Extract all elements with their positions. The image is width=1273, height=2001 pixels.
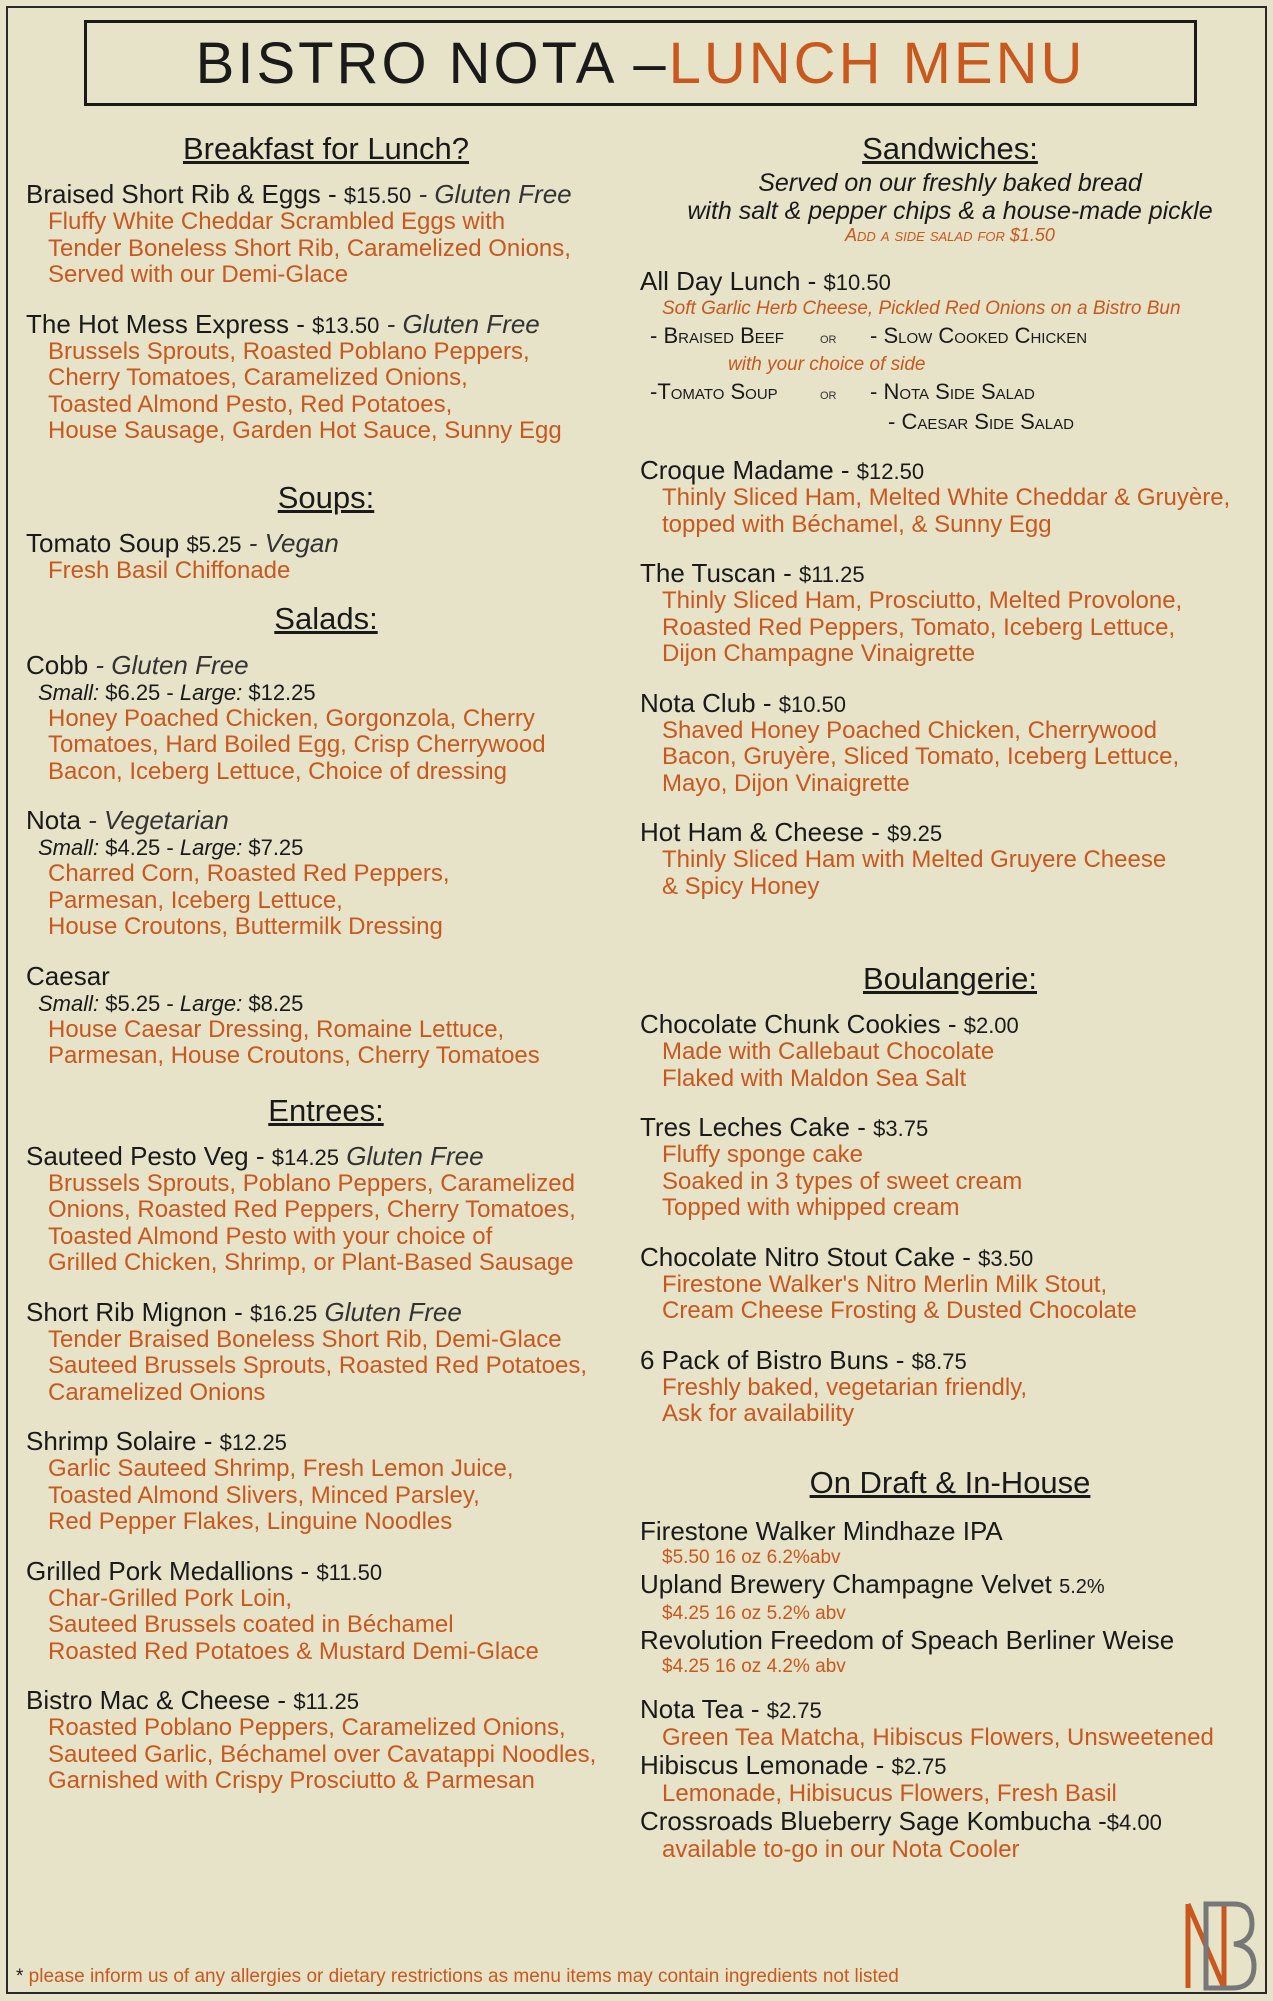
item-name: Sauteed Pesto Veg - (26, 1140, 272, 1171)
description-line: Made with Callebaut Chocolate (662, 1038, 995, 1066)
item-name: The Hot Mess Express - (26, 308, 313, 339)
sandwich-items (640, 457, 1260, 900)
bistro-nota-logo-icon (1178, 1896, 1258, 1996)
item-price: $2.00 (963, 1013, 1019, 1039)
item-description (26, 1327, 626, 1407)
menu-item (26, 649, 626, 786)
item-description (26, 558, 626, 585)
drink-heading (640, 1626, 1260, 1655)
description-line: Roasted Red Peppers, Tomato, Iceberg Lettuce, (662, 613, 1176, 641)
description-line: Brussels Sprouts, Roasted Poblano Peppers, (48, 337, 530, 365)
description-line: Shaved Honey Poached Chicken, Cherrywood (662, 716, 1157, 744)
drink-heading (640, 1807, 1260, 1837)
description-line: Tender Boneless Short Rib, Caramelized Onions, (48, 234, 571, 262)
drink-name: Revolution Freedom of Speach Berliner Weise (640, 1625, 1175, 1656)
description-line: Thinly Sliced Ham, Melted White Cheddar & Gruyère, (662, 484, 1231, 512)
item-price: $12.50 (856, 459, 925, 485)
menu-item (640, 1114, 1260, 1222)
description-line: Parmesan, House Croutons, Cherry Tomatoes (48, 1042, 540, 1070)
menu-item (26, 807, 626, 941)
size-price-small: $5.25 - (99, 990, 180, 1016)
item-name: Tomato Soup (26, 527, 187, 558)
item-heading (26, 1296, 626, 1327)
menu-item (26, 1296, 626, 1407)
left-column (26, 130, 626, 1817)
item-heading (26, 1428, 626, 1456)
description-line: Fluffy sponge cake (662, 1141, 864, 1169)
description-line: Fluffy White Cheddar Scrambled Eggs with (48, 208, 506, 236)
description-line: Garnished with Crispy Prosciutto & Parmesan (48, 1767, 535, 1795)
section-title-breakfast: Breakfast for Lunch? (182, 131, 470, 166)
item-heading (640, 560, 1260, 588)
item-heading (26, 181, 626, 209)
description-line: Fresh Basil Chiffonade (48, 556, 291, 584)
item-price: $14.25 (271, 1144, 340, 1170)
description-line: Brussels Sprouts, Poblano Peppers, Caramelized (48, 1169, 575, 1197)
item-description (26, 1586, 626, 1666)
item-description (26, 1456, 626, 1536)
size-price-small: $4.25 - (99, 835, 180, 861)
item-price: $9.25 (887, 821, 943, 847)
section-title-sandwiches: Sandwiches: (862, 131, 1038, 166)
item-name: Cobb (26, 649, 89, 680)
drink-details: $5.50 16 oz 6.2%abv (662, 1547, 841, 1569)
section-title-draft: On Draft & In-House (809, 1464, 1091, 1500)
house-drink-item (640, 1807, 1260, 1863)
footnote-text: please inform us of any allergies or dietary restrictions as menu items may contain ingredients not listed (23, 1966, 899, 1987)
drink-abv: 5.2% (1059, 1576, 1105, 1599)
description-line: Toasted Almond Pesto with your choice of (48, 1222, 493, 1250)
drink-heading (640, 1517, 1260, 1546)
menu-item (640, 819, 1260, 900)
item-price: $5.25 (186, 531, 242, 557)
size-price-large: $12.25 (242, 679, 316, 705)
item-price: $11.25 (798, 562, 865, 588)
menu-item (26, 527, 626, 585)
item-name: Nota (26, 805, 81, 836)
item-heading (26, 527, 626, 558)
menu-item (26, 960, 626, 1070)
item-description (26, 1171, 626, 1277)
item-heading (26, 1687, 626, 1715)
drink-name: Crossroads Blueberry Sage Kombucha - (640, 1806, 1107, 1837)
description-line: Served with our Demi-Glace (48, 261, 349, 289)
item-price: $15.50 (343, 183, 412, 209)
drink-details: $4.25 16 oz 5.2% abv (662, 1603, 846, 1625)
house-drink-items (640, 1695, 1260, 1863)
item-price: $8.75 (911, 1348, 967, 1374)
size-label-large: Large: (179, 679, 243, 705)
choice-note: with your choice of side (728, 354, 926, 376)
diet-tag: Gluten Free (317, 1296, 462, 1327)
menu-item (640, 457, 1260, 538)
drink-name: Firestone Walker Mindhaze IPA (640, 1516, 1003, 1547)
item-name: Braised Short Rib & Eggs - (26, 179, 344, 210)
menu-item (640, 560, 1260, 668)
drink-description: Lemonade, Hibisucus Flowers, Fresh Basil (662, 1780, 1117, 1808)
description-line: Cream Cheese Frosting & Dusted Chocolate (662, 1297, 1137, 1325)
item-name: Caesar (26, 960, 110, 991)
item-description (640, 1039, 1260, 1092)
item-description (640, 588, 1260, 668)
item-description (26, 209, 626, 289)
salads-items (26, 649, 626, 1070)
diet-tag: - Vegan (241, 527, 339, 558)
item-price: $3.75 (873, 1116, 929, 1142)
description-line: Flaked with Maldon Sea Salt (662, 1064, 967, 1092)
section-title-soups: Soups: (277, 479, 375, 515)
drink-price: $2.75 (766, 1698, 822, 1724)
description-line: Roasted Poblano Peppers, Caramelized Onions, (48, 1714, 566, 1742)
item-name: Bistro Mac & Cheese - (26, 1685, 294, 1716)
description-line: House Croutons, Buttermilk Dressing (48, 913, 443, 941)
item-description (26, 1715, 626, 1795)
description-line: Onions, Roasted Red Peppers, Cherry Tomatoes, (48, 1196, 576, 1224)
item-heading (26, 807, 626, 834)
description-line: Thinly Sliced Ham with Melted Gruyere Cheese (662, 846, 1167, 874)
beer-item (640, 1570, 1260, 1626)
size-prices (26, 679, 626, 706)
description-line: Toasted Almond Slivers, Minced Parsley, (48, 1481, 480, 1509)
item-price: $10.50 (823, 270, 891, 296)
description-line: Parmesan, Iceberg Lettuce, (48, 886, 343, 914)
size-label-large: Large: (179, 835, 243, 861)
drink-heading (640, 1570, 1260, 1602)
or-label: or (820, 330, 837, 348)
description-line: Char-Grilled Pork Loin, (48, 1584, 293, 1612)
menu-item (640, 1344, 1260, 1428)
beer-item (640, 1626, 1260, 1679)
item-price: $10.50 (778, 691, 847, 717)
item-description (26, 706, 626, 786)
menu-item-all-day-lunch (640, 268, 1260, 435)
menu-item (26, 1555, 626, 1666)
menu-item (26, 1428, 626, 1536)
description-line: Charred Corn, Roasted Red Peppers, (48, 860, 450, 888)
description-line: Thinly Sliced Ham, Prosciutto, Melted Provolone, (662, 587, 1183, 615)
size-prices (26, 990, 626, 1017)
description-line: Toasted Almond Pesto, Red Potatoes, (48, 390, 453, 418)
item-price: $12.25 (219, 1430, 287, 1456)
menu-item (26, 308, 626, 445)
description-line: Garlic Sauteed Shrimp, Fresh Lemon Juice, (48, 1455, 514, 1483)
size-label-small: Small: (38, 835, 100, 861)
drink-name: Nota Tea - (640, 1694, 767, 1725)
description-line: House Sausage, Garden Hot Sauce, Sunny Egg (48, 417, 562, 445)
description-line: Freshly baked, vegetarian friendly, (662, 1373, 1028, 1401)
item-heading (640, 687, 1260, 718)
section-title-entrees: Entrees: (268, 1092, 384, 1128)
menu-item (26, 1687, 626, 1795)
allergy-footnote (16, 1966, 899, 1988)
description-line: Red Pepper Flakes, Linguine Noodles (48, 1508, 453, 1536)
item-description (640, 485, 1260, 538)
option-slow-cooked-chicken: - Slow Cooked Chicken (870, 323, 1088, 349)
item-heading (26, 649, 626, 680)
item-heading (640, 1114, 1260, 1142)
description-line: Mayo, Dijon Vinaigrette (662, 769, 910, 797)
item-heading (640, 1011, 1260, 1039)
drink-heading (640, 1695, 1260, 1725)
boulangerie-items (640, 1011, 1260, 1428)
beer-item (640, 1517, 1260, 1570)
sandwich-subtitle-1: Served on our freshly baked bread (758, 169, 1142, 198)
item-name: Tres Leches Cake - (640, 1112, 874, 1143)
drink-name: Hibiscus Lemonade - (640, 1750, 892, 1781)
diet-tag: - Gluten Free (411, 179, 572, 210)
description-line: Soaked in 3 types of sweet cream (662, 1167, 1023, 1195)
right-column (640, 130, 1260, 1863)
item-description (640, 847, 1260, 900)
item-name: Nota Club - (640, 687, 779, 718)
item-heading (26, 1555, 626, 1586)
house-drink-item (640, 1751, 1260, 1807)
description-line: Bacon, Gruyère, Sliced Tomato, Iceberg Lettuce, (662, 743, 1180, 771)
menu-item (640, 687, 1260, 798)
menu-item (640, 1011, 1260, 1092)
item-price: $11.25 (293, 1689, 359, 1715)
size-prices (26, 834, 626, 861)
sandwich-subtitle-2: with salt & pepper chips & a house-made pickle (687, 197, 1213, 226)
item-price: $16.25 (249, 1300, 318, 1326)
drink-description: Green Tea Matcha, Hibiscus Flowers, Unsweetened (662, 1724, 1214, 1752)
item-description (640, 718, 1260, 798)
item-description (640, 1142, 1260, 1222)
description-line: Tender Braised Boneless Short Rib, Demi-Glace (48, 1325, 562, 1353)
menu-item (26, 181, 626, 289)
section-title-boulangerie: Boulangerie: (862, 961, 1038, 997)
item-heading (640, 819, 1260, 847)
description-line: & Spicy Honey (662, 872, 820, 900)
option-tomato-soup: -Tomato Soup (650, 379, 778, 405)
item-heading (26, 960, 626, 991)
option-caesar-side-salad: - Caesar Side Salad (888, 409, 1074, 435)
item-description (26, 339, 626, 445)
description-line: House Caesar Dressing, Romaine Lettuce, (48, 1015, 505, 1043)
diet-tag: - Gluten Free (88, 649, 249, 680)
diet-tag: - Gluten Free (379, 308, 540, 339)
description-line: Roasted Red Potatoes & Mustard Demi-Glace (48, 1637, 539, 1665)
house-drink-item (640, 1695, 1260, 1751)
description-line: Bacon, Iceberg Lettuce, Choice of dressing (48, 757, 507, 785)
description-line: Sauteed Garlic, Béchamel over Cavatappi Noodles, (48, 1740, 597, 1768)
size-label-small: Small: (38, 679, 100, 705)
menu-title (84, 20, 1197, 106)
description-line: topped with Béchamel, & Sunny Egg (662, 510, 1052, 538)
description-line: Cherry Tomatoes, Caramelized Onions, (48, 364, 468, 392)
drink-name: Upland Brewery Champagne Velvet (640, 1569, 1060, 1600)
item-description (640, 1375, 1260, 1428)
menu-item (640, 1241, 1260, 1325)
size-price-small: $6.25 - (99, 679, 180, 705)
description-line: Sauteed Brussels coated in Béchamel (48, 1611, 454, 1639)
item-price: $13.50 (312, 312, 380, 338)
menu-item (26, 1140, 626, 1277)
description-line: Tomatoes, Hard Boiled Egg, Crisp Cherrywood (48, 731, 546, 759)
option-braised-beef: - Braised Beef (650, 323, 784, 349)
item-price: $3.50 (978, 1245, 1034, 1271)
size-price-large: $8.25 (242, 990, 304, 1016)
item-name: Short Rib Mignon - (26, 1296, 250, 1327)
item-heading (640, 457, 1260, 485)
drink-price: $2.75 (891, 1754, 947, 1780)
item-price: $11.50 (316, 1559, 383, 1585)
item-description (26, 1017, 626, 1070)
drink-heading (640, 1751, 1260, 1781)
item-heading (640, 1241, 1260, 1272)
item-name: Croque Madame - (640, 455, 857, 486)
all-day-note: Soft Garlic Herb Cheese, Pickled Red Onions on a Bistro Bun (662, 298, 1181, 320)
item-description (26, 861, 626, 941)
item-description (640, 1272, 1260, 1325)
footnote-star: * (16, 1966, 24, 1987)
size-label-large: Large: (179, 990, 243, 1016)
diet-tag: Gluten Free (339, 1140, 484, 1171)
title-accent: LUNCH MENU (668, 30, 1086, 96)
size-label-small: Small: (38, 990, 100, 1016)
item-name: The Tuscan - (640, 558, 799, 589)
item-name: Chocolate Chunk Cookies - (640, 1009, 964, 1040)
item-name: All Day Lunch - (640, 266, 824, 297)
item-name: Chocolate Nitro Stout Cake - (640, 1241, 979, 1272)
drink-description: available to-go in our Nota Cooler (662, 1836, 1020, 1864)
entrees-items (26, 1140, 626, 1795)
or-label: or (820, 386, 837, 404)
size-price-large: $7.25 (242, 835, 304, 861)
description-line: Grilled Chicken, Shrimp, or Plant-Based Sausage (48, 1249, 574, 1277)
description-line: Sauteed Brussels Sprouts, Roasted Red Potatoes, (48, 1352, 587, 1380)
item-heading (640, 1344, 1260, 1375)
description-line: Topped with whipped cream (662, 1194, 960, 1222)
side-salad-note: Add a side salad for $1.50 (845, 225, 1055, 246)
description-line: Caramelized Onions (48, 1378, 266, 1406)
diet-tag: - Vegetarian (80, 805, 229, 836)
item-heading (26, 308, 626, 339)
item-name: 6 Pack of Bistro Buns - (640, 1344, 912, 1375)
section-title-salads: Salads: (274, 601, 378, 637)
item-name: Hot Ham & Cheese - (640, 817, 888, 848)
description-line: Dijon Champagne Vinaigrette (662, 640, 976, 668)
description-line: Honey Poached Chicken, Gorgonzola, Cherry (48, 704, 535, 732)
breakfast-items (26, 181, 626, 445)
beer-items (640, 1517, 1260, 1679)
description-line: Firestone Walker's Nitro Merlin Milk Stout, (662, 1270, 1108, 1298)
item-name: Shrimp Solaire - (26, 1426, 220, 1457)
description-line: Ask for availability (662, 1400, 855, 1428)
drink-details: $4.25 16 oz 4.2% abv (662, 1656, 846, 1678)
item-name: Grilled Pork Medallions - (26, 1555, 317, 1586)
soups-items (26, 527, 626, 585)
drink-price: $4.00 (1106, 1810, 1162, 1836)
option-nota-side-salad: - Nota Side Salad (870, 379, 1035, 405)
title-main: BISTRO NOTA – (195, 30, 669, 96)
item-heading (26, 1140, 626, 1171)
